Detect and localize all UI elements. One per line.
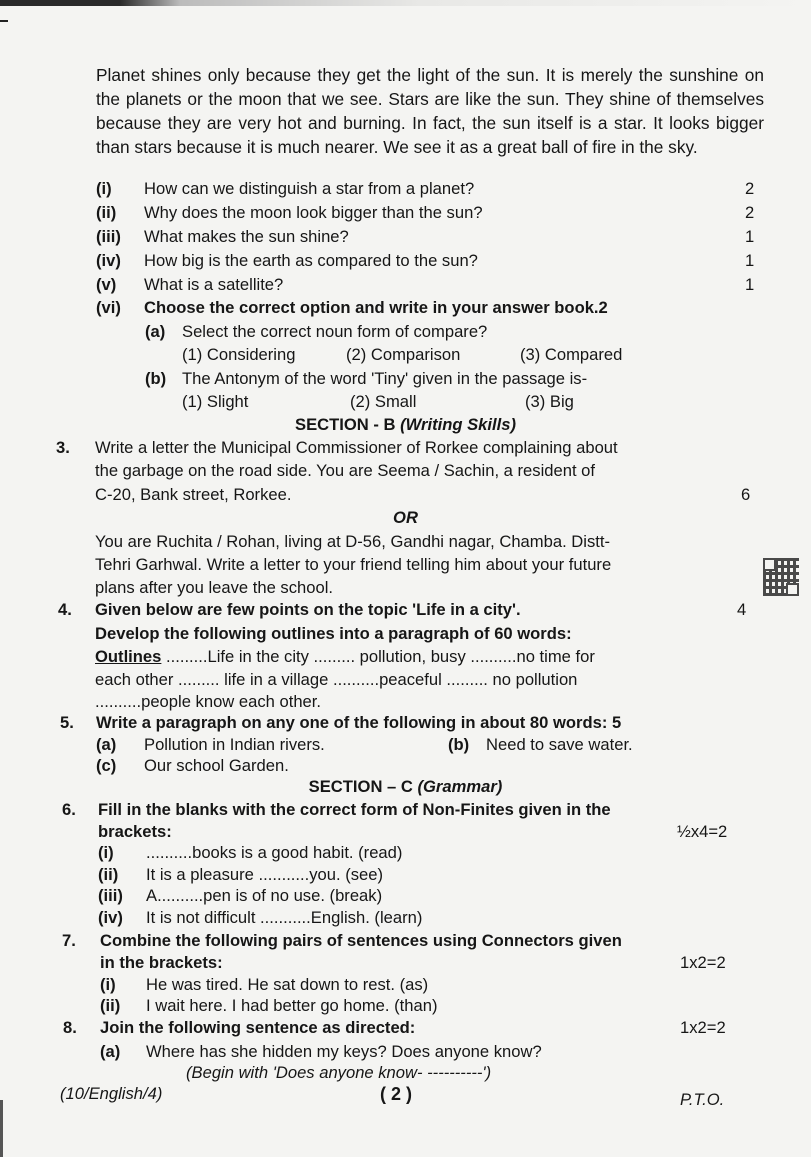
question-7-i: (i) He was tired. He sat down to rest. (as) (100, 975, 429, 994)
question-8-hint: (Begin with 'Does anyone know- ----------') (186, 1063, 492, 1082)
question-5: 5. Write a paragraph on any one of the following in about 80 words: 5 (60, 713, 622, 732)
mcq-b-options: (1) Slight (2) Small (3) Big (182, 392, 574, 411)
question-6-iv: (iv) It is not difficult ...........English. (learn) (98, 908, 423, 927)
question-4-line4: each other ......... life in a village ..........peaceful ......... no pollution (95, 670, 578, 689)
question-5-option-c: (c) Our school Garden. (96, 756, 289, 775)
question-6-ii: (ii) It is a pleasure ...........you. (see) (98, 865, 384, 884)
question-5-options-ab: (a) Pollution in Indian rivers. (b) Need to save water. (96, 735, 633, 754)
question-4-line2: Develop the following outlines into a paragraph of 60 words: (95, 624, 572, 643)
question-7-line2: in the brackets: 1x2=2 (100, 953, 726, 972)
mcq-a-options: (1) Considering (2) Comparison (3) Compared (182, 345, 623, 364)
question-3-line3: C-20, Bank street, Rorkee. 6 (95, 485, 751, 504)
question-3: 3. Write a letter the Municipal Commissioner of Rorkee complaining about (56, 438, 618, 457)
question-8: 8. Join the following sentence as directed: 1x2=2 (63, 1018, 726, 1037)
question-2-ii: (ii) Why does the moon look bigger than the sun? 2 (96, 203, 755, 222)
question-8-a: (a) Where has she hidden my keys? Does anyone know? (100, 1042, 542, 1061)
question-3-line2: the garbage on the road side. You are Seema / Sachin, a resident of (95, 461, 596, 480)
mcq-b: (b) The Antonym of the word 'Tiny' given in the passage is- (145, 369, 588, 388)
question-4-outlines: Outlines .........Life in the city ......... pollution, busy ..........no time for (95, 647, 595, 666)
question-2-v: (v) What is a satellite? 1 (96, 275, 755, 294)
question-7: 7. Combine the following pairs of sentences using Connectors given (62, 931, 622, 950)
section-b-heading: SECTION - B (Writing Skills) (295, 415, 516, 434)
qr-code-icon (763, 558, 799, 596)
question-7-ii: (ii) I wait here. I had better go home. (than) (100, 996, 438, 1015)
page-footer: (10/English/4) ( 2 ) P.T.O. (60, 1084, 725, 1109)
question-4-line5: ..........people know each other. (95, 692, 322, 711)
question-2-iv: (iv) How big is the earth as compared to the sun? 1 (96, 251, 755, 270)
mcq-a: (a) Select the correct noun form of compare? (145, 322, 488, 341)
question-6-iii: (iii) A..........pen is of no use. (break) (98, 886, 383, 905)
question-2-iii: (iii) What makes the sun shine? 1 (96, 227, 755, 246)
section-c-heading: SECTION – C (Grammar) (308, 777, 503, 796)
question-4: 4. Given below are few points on the topic 'Life in a city'. 4 (58, 600, 747, 619)
question-3-alt-line1: You are Ruchita / Rohan, living at D-56, Gandhi nagar, Chamba. Distt- (95, 532, 610, 551)
question-6-i: (i) ..........books is a good habit. (read) (98, 843, 403, 862)
question-2-vi: (vi) Choose the correct option and write in your answer book.2 (96, 298, 608, 317)
question-2-i: (i) How can we distinguish a star from a planet? 2 (96, 179, 755, 198)
or-divider: OR (393, 508, 418, 527)
question-3-alt-line3: plans after you leave the school. (95, 578, 333, 597)
question-6: 6. Fill in the blanks with the correct form of Non-Finites given in the (62, 800, 611, 819)
question-6-line2: brackets: ½x4=2 (98, 822, 728, 841)
reading-passage: Planet shines only because they get the light of the sun. It is merely the sunshine on the planets or the moon that we see. Stars are like the sun. They shine of themselves because they are very hot and burning. In fact, the sun itself is a star. It looks bigger than stars because it is much nearer. We see it as a great ball of fire in the sky. (96, 65, 764, 157)
question-3-alt-line2: Tehri Garhwal. Write a letter to your friend telling him about your future (95, 555, 612, 574)
